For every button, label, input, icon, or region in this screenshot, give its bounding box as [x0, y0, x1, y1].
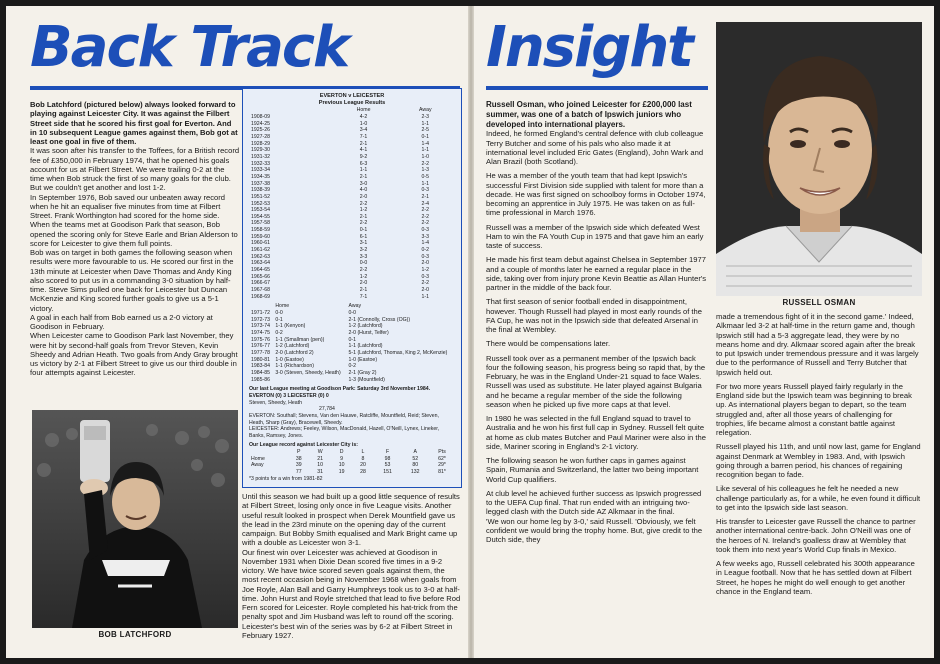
back-track-para: A goal in each half from Bob earned us a 2-0 victory at Goodison in February.: [30, 312, 213, 331]
back-track-intro: Bob Latchford (pictured below) always looked forward to playing against Leicester City. It was against the Filbert Street side that he scored his first goal for Everton. And in 10 subsequent League games against them, Bob got at least one goal in five of them.: [30, 100, 238, 146]
table-cell: 2-1: [359, 213, 368, 220]
table-cell: 2-1: [359, 287, 368, 294]
insight-para: Russell played his 11th, and until now last, game for England against Denmark at Wembley in 1983. And, with Ipswich going through a barren period, his chances of regaining recognition began to fade.: [716, 442, 921, 479]
back-track-para: When the teams met at Goodison Park that season, Bob opened the scoring only for Steve Earle and Brian Alderson to score for Leicester to give them full points.: [30, 220, 238, 248]
insight-column-2: [716, 312, 922, 656]
table-row: [249, 181, 455, 188]
insight-para: His transfer to Leicester gave Russell the chance to partner another international centre-back. John O'Neill was one of the heroes of N. Ireland's goalless draw at Wembley that took them into next year's World Cup finals in Mexico.: [716, 517, 916, 554]
table-cell: 1971-72: [251, 310, 271, 316]
table-cell: 10: [317, 462, 324, 469]
table-cell: 39: [295, 462, 302, 469]
seasons-results-table: [249, 107, 455, 300]
table-cell: 5-1 (Latchford, Thomas, King 2, McKenzie): [348, 349, 448, 356]
table-cell: 21: [317, 455, 324, 462]
table-cell: 1961-62: [251, 247, 271, 254]
table-cell: 2-0: [421, 287, 429, 294]
table-cell: 3-3: [421, 233, 429, 240]
table-cell: 1952-53: [251, 200, 271, 207]
table-cell: 1938-39: [251, 187, 271, 194]
back-track-para: Our finest win over Leicester was achieved at Goodison in November 1931 when Dixie Dean scored five times in a 9-2 victory. We have twice scored seven goals against them, the most recent occasion being in November 1968 when goals from Joe Royle, Alan Ball and Garry Humphreys took us to 3-0 at half-time. John Hurst and Royle stretched that lead to five before Rod Fern scored for Leicester. Royle completed his hat-trick from the penalty spot and Jim Husband was left to round off the scoring.: [242, 547, 461, 622]
table-cell: 1-0 (Eastoe): [348, 356, 378, 363]
results-stats-box: [242, 88, 462, 488]
everton-lineup: EVERTON: Southall; Stevens, Van den Hauwe, Ratcliffe, Mountfield, Reid; Steven, Heath, Sharp (Gray), Bracewell, Sheedy.: [249, 412, 439, 426]
table-cell: 1959-60: [251, 233, 271, 240]
table-cell: 1960-61: [251, 240, 271, 247]
table-cell: 1968-69: [251, 293, 271, 300]
table-cell: 10: [338, 462, 345, 469]
back-track-para: Bob was on target in both games the following season when results were more favourable to us. He scored our first in the 13th minute at Leicester when Dave Thomas and Andy King also scored to put us in a commanding 3-0 situation by half-time. Steve Sims pulled one back for Leicester but Duncan McKenzie and King scored further goals to give us a 5-1 victory.: [30, 248, 234, 313]
table-row: [249, 220, 455, 227]
table-cell: 2-2: [359, 200, 368, 207]
insight-para: For two more years Russell played fairly regularly in the England side but the Ipswich team was beginning to break up. As international players began to depart, so the team struggled and, after all those years of challenging for trophies, life became almost a constant battle against relegation.: [716, 381, 912, 437]
table-cell: 2-5: [421, 127, 429, 134]
table-cell: 1933-34: [251, 167, 271, 174]
table-row: [249, 294, 455, 301]
table-cell: 4-1: [359, 147, 368, 154]
table-row: [249, 449, 455, 456]
table-row: [249, 134, 455, 141]
table-cell: 1984-85: [251, 369, 271, 376]
table-cell: 1963-64: [251, 260, 271, 267]
title-rule: [486, 86, 708, 90]
table-cell: 1-2: [359, 207, 368, 214]
table-cell: 0-3: [421, 187, 429, 194]
leicester-lineup: LEICESTER: Andrews; Feeley, Wilson, MacDonald, Hazell, O'Neill, Lynex, Lineker, Banks, Ramsey, Jones.: [249, 426, 440, 439]
table-cell: 1958-59: [251, 227, 271, 234]
table-row: [249, 350, 455, 357]
table-cell: 1-0: [359, 120, 368, 127]
table-row: [249, 254, 455, 261]
page-title-insight: Insight: [486, 15, 692, 80]
league-record-table: [249, 449, 455, 476]
table-row: [249, 267, 455, 274]
table-cell: 4-0: [359, 187, 368, 194]
stats-subheading: Previous League Results: [318, 100, 386, 107]
last-meeting-score: EVERTON (0) 3 LEICESTER (0) 0: [249, 392, 329, 399]
table-cell: 3-0 (Steven, Sheedy, Heath): [275, 369, 341, 376]
table-row: [249, 147, 455, 154]
table-cell: 80: [412, 462, 419, 469]
table-cell: 0-0: [348, 310, 356, 316]
table-cell: 77: [295, 469, 302, 476]
table-cell: 3-0: [359, 180, 368, 187]
table-cell: 98: [384, 455, 391, 462]
table-cell: 1964-65: [251, 267, 271, 274]
table-cell: 1973-74: [251, 323, 271, 330]
insight-para: made a tremendous fight of it in the second game.' Indeed, Alkmaar led 3-2 at half-time in the return game and, though Ipswich still had a 5-3 aggregate lead, they were by no means home and dry. Alkmaar scored again after the break to put Ipswich under tremendous pressure and it was largely due to the performance of Russell and Terry Butcher that Ipswich held out.: [716, 312, 919, 377]
trophy-player-image: [32, 410, 238, 628]
table-cell: [273, 377, 346, 384]
record-title: Our League record against Leicester City is:: [249, 442, 358, 449]
table-cell: 2-0: [359, 280, 368, 287]
record-footnote: *3 points for a win from 1981-82: [249, 475, 323, 482]
table-cell: 2-0 (Hurst, Telfer): [348, 329, 389, 336]
table-cell: 6-3: [359, 160, 368, 167]
table-cell: 1-1 (Kenyon): [275, 323, 306, 330]
table-cell: 1937-38: [251, 180, 271, 187]
back-track-para: Leicester's best win of the series was by 6-2 at Filbert Street in February 1927.: [242, 621, 453, 640]
table-cell: 1965-66: [251, 273, 271, 280]
insight-para: Russell took over as a permanent member of the Ipswich back four the following season, his progress being so rapid that, by the February, he was in the England Under-21 squad to face Wales. Russell was used as substitute. He later played against Bulgaria and he became a regular member of the side the following season when he picked up five more caps at that level.: [486, 353, 706, 409]
table-cell: 1967-68: [251, 287, 271, 294]
table-cell: 0-5: [421, 173, 429, 180]
table-cell: 2-2: [359, 267, 368, 274]
insight-para: Russell was a member of the Ipswich side which defeated West Ham to win the FA Youth Cup in 1975 and that gave him an early taste of success.: [486, 222, 704, 250]
table-row: [249, 201, 455, 208]
table-row: [249, 141, 455, 148]
table-cell: 0-2: [421, 247, 429, 254]
table-row: [249, 274, 455, 281]
table-row: [249, 127, 455, 134]
table-cell: 52: [412, 455, 419, 462]
table-row: [249, 207, 455, 214]
table-cell: 9-2: [359, 153, 368, 160]
table-row: [249, 317, 455, 324]
table-cell: 1980-81: [251, 356, 271, 363]
table-row: [249, 287, 455, 294]
last-meeting-scorers: Steven, Sheedy, Heath: [249, 399, 302, 406]
insight-para: He made his first team debut against Chelsea in September 1977 and a couple of months later he earned a regular place in the side, taking over from injury prone Kevin Beattie as Allan Hunter's partner in the middle of the back four.: [486, 255, 707, 292]
table-cell: 2-2: [421, 160, 429, 167]
table-cell: 1-1: [421, 147, 429, 154]
recent-results-table: [249, 303, 455, 383]
table-cell: 2-4: [421, 200, 429, 207]
table-cell: 1-2: [359, 273, 368, 280]
last-meeting-title: Our last League meeting at Goodison Park: Saturday 3rd November 1984.: [249, 386, 431, 393]
table-cell: 1924-25: [251, 120, 271, 127]
table-cell: 1957-58: [251, 220, 271, 227]
table-cell: 19: [338, 469, 345, 476]
table-cell: 1977-78: [251, 349, 271, 356]
table-cell: 1962-63: [251, 253, 271, 260]
column-header-away: Away: [348, 303, 362, 310]
table-cell: 1975-76: [251, 336, 271, 343]
table-cell: 1-1 (Smallman (pen)): [275, 336, 325, 343]
table-cell: 81*: [438, 469, 446, 476]
column-header-home: Home: [275, 303, 290, 310]
table-cell: 53: [384, 462, 391, 469]
table-row: [249, 167, 455, 174]
insight-column-1: [486, 100, 708, 656]
table-cell: 1976-77: [251, 343, 271, 350]
table-cell: 1-2: [421, 267, 429, 274]
table-cell: 2-2: [421, 213, 429, 220]
table-cell: 3-2: [359, 247, 368, 254]
table-cell: 1925-26: [251, 127, 271, 134]
insight-para: There would be compensations later.: [486, 339, 611, 349]
table-cell: 3-4: [359, 127, 368, 134]
column-header-home: Home: [356, 107, 371, 114]
table-header-row: [249, 303, 455, 310]
portrait-image: [716, 22, 922, 296]
table-row: [249, 343, 455, 350]
table-cell: F: [385, 449, 390, 456]
table-row: [249, 456, 455, 463]
table-cell: 151: [383, 469, 392, 476]
table-cell: 7-1: [359, 133, 368, 140]
table-cell: 1934-35: [251, 173, 271, 180]
table-row: [249, 227, 455, 234]
table-cell: 2-1: [421, 193, 429, 200]
table-cell: 1-1 (Latchford): [348, 343, 383, 350]
table-cell: 1-1 (Richardson): [275, 363, 314, 370]
table-row: [249, 260, 455, 267]
table-cell: 7-1: [359, 293, 368, 300]
insight-para: Indeed, he formed England's central defence with club colleague Terry Butcher and some of his pals who also made it at international level included Eric Gates (England), John Wark and Alan Brazil (both Scotland).: [486, 129, 704, 166]
table-cell: 1985-86: [251, 376, 271, 383]
table-cell: 1-3 (Mountfield): [348, 376, 385, 383]
table-row: [249, 240, 455, 247]
table-cell: 2-0: [359, 193, 368, 200]
table-cell: 2-1 (Connolly, Cross (OG)): [348, 316, 411, 323]
table-cell: 1931-32: [251, 153, 271, 160]
table-cell: 4-2: [359, 113, 368, 120]
table-cell: 0-3: [421, 253, 429, 260]
table-cell: L: [361, 449, 365, 456]
table-cell: 2-2: [359, 220, 368, 227]
table-cell: 62*: [438, 455, 446, 462]
table-cell: 2-1 (Gray 2): [348, 369, 377, 376]
table-cell: 31: [317, 469, 324, 476]
table-cell: P: [297, 449, 301, 456]
table-cell: 0-1: [348, 336, 356, 343]
insight-para: That first season of senior football ended in disappointment, however. Though Russell had played in most early rounds of the FA Cup, he was not in the Ipswich side that defeated Arsenal in the final at Wembley.: [486, 297, 702, 334]
table-cell: [249, 469, 288, 476]
table-row: [249, 330, 455, 337]
table-cell: Away: [251, 462, 264, 469]
table-cell: 1-3: [421, 167, 429, 174]
table-cell: 1932-33: [251, 160, 271, 167]
table-cell: 1-4: [421, 240, 429, 247]
table-cell: 132: [410, 469, 420, 476]
table-row: [249, 187, 455, 194]
back-track-para: Until this season we had built up a good little sequence of results at Filbert Street, losing only once in five League visits. Another useful result looked in prospect when Derek Mountfield gave us the lead in the 23rd minute on the opening day of the current campaign. But Bobby Smith equalised and Mark Bright came up with a double as Leicester won 3-1.: [242, 492, 460, 548]
page-title-back-track: Back Track: [30, 15, 349, 80]
magazine-spread: [6, 6, 934, 658]
table-cell: Home: [251, 455, 265, 462]
table-cell: 1928-29: [251, 140, 271, 147]
table-row: [249, 363, 455, 370]
russell-osman-photo: [716, 22, 922, 296]
table-cell: 1-1: [421, 120, 429, 127]
stats-heading: EVERTON v LEICESTER: [319, 93, 385, 99]
table-row: [249, 194, 455, 201]
table-row: [249, 469, 455, 476]
last-meeting-attendance: 27,784: [319, 406, 335, 413]
table-cell: 9: [340, 455, 344, 462]
table-cell: 1927-28: [251, 133, 271, 140]
table-cell: 20: [360, 462, 366, 469]
table-cell: 1951-52: [251, 193, 271, 200]
table-row: [249, 280, 455, 287]
insight-para: 'We won our home leg by 3-0,' said Russell. 'Obviously, we felt confident we would bring the trophy home. But, give credit to the Dutch side, they: [486, 516, 703, 544]
table-row: [249, 234, 455, 241]
table-row: [249, 323, 455, 330]
table-cell: 2-2: [421, 220, 429, 227]
table-cell: 0-1: [421, 133, 429, 140]
table-cell: 0-1: [359, 227, 368, 234]
insight-para: He was a member of the youth team that had kept Ipswich's successful First Division side supplied with talent for more than a decade. He was first signed on schoolboy forms in October 1974, becoming an apprentice in July 1975. He was taken on as full-time professional in March 1976.: [486, 171, 706, 218]
table-cell: 1908-09: [251, 113, 271, 120]
table-row: [249, 337, 455, 344]
back-track-page: [6, 6, 470, 658]
table-cell: 1972-73: [251, 316, 271, 323]
table-cell: 0-2: [348, 363, 356, 370]
table-row: [249, 247, 455, 254]
table-cell: 6-1: [359, 233, 368, 240]
table-cell: 1-2 (Latchford): [275, 343, 310, 350]
table-cell: 1954-55: [251, 213, 271, 220]
table-cell: 3-1: [359, 240, 368, 247]
table-cell: 2-2: [421, 280, 429, 287]
insight-para: Like several of his colleagues he felt he needed a new challenge particularly as, for a while, he even found it difficult to get into the Ipswich side last season.: [716, 484, 921, 512]
table-cell: 2-0: [421, 260, 429, 267]
table-cell: 0-0: [275, 310, 283, 316]
table-cell: 1974-75: [251, 329, 271, 336]
table-cell: 1-0 (Eastoe): [275, 356, 304, 363]
table-row: [249, 377, 455, 384]
table-row: [249, 310, 455, 317]
table-row: [249, 370, 455, 377]
table-cell: 1-1: [421, 293, 429, 300]
table-cell: 3-3: [359, 253, 368, 260]
photo-caption-russell-osman: RUSSELL OSMAN: [782, 298, 856, 307]
table-row: [249, 161, 455, 168]
table-header-row: [249, 107, 455, 114]
bob-latchford-photo: [32, 410, 238, 628]
table-row: [249, 174, 455, 181]
photo-caption-bob-latchford: BOB LATCHFORD: [98, 630, 172, 639]
back-track-para: When Leicester came to Goodison Park last November, they were hit by second-half goals from Trevor Steven, Kevin Sheedy and Adrian Heath. Two goals from Andy Gray brought us victory by 2-1 at Filbert Street to give us our third double in four attempts against Leicester.: [30, 331, 238, 378]
insight-page: [472, 6, 934, 658]
table-cell: [249, 449, 288, 456]
table-cell: 0-3: [421, 227, 429, 234]
table-cell: 28: [360, 469, 366, 476]
table-cell: 1-1: [421, 180, 429, 187]
table-cell: W: [317, 449, 323, 456]
table-cell: 2-1: [359, 140, 368, 147]
table-cell: 1953-54: [251, 207, 271, 214]
table-cell: 1966-67: [251, 280, 271, 287]
table-cell: 29*: [438, 462, 446, 469]
insight-para: In 1980 he was selected in the full England squad to travel to Australia and he won his first full cap in Sydney. Russell felt quite at home as club mates Butcher and Paul Mariner were also in the side, Mariner scoring in England's 2-1 victory.: [486, 414, 706, 451]
table-cell: 38: [295, 455, 302, 462]
table-cell: 0-0: [359, 260, 368, 267]
table-row: [249, 462, 455, 469]
table-cell: 1-1: [359, 167, 368, 174]
insight-para: At club level he achieved further success as Ipswich progressed to the UEFA Cup final. That run ended with an intriguing two-legged clash with the Dutch side AZ Alkmaar in the final.: [486, 488, 702, 517]
table-cell: D: [339, 449, 344, 456]
table-row: [249, 154, 455, 161]
table-cell: Pts: [438, 449, 446, 456]
table-cell: A: [413, 449, 417, 456]
table-cell: 1-2 (Latchford): [348, 323, 383, 330]
table-row: [249, 121, 455, 128]
insight-intro: Russell Osman, who joined Leicester for £200,000 last summer, was one of a batch of Ipswich juniors who developed into international players.: [486, 100, 692, 129]
table-row: [249, 214, 455, 221]
table-cell: 0-1: [275, 316, 283, 323]
table-cell: 1983-84: [251, 363, 271, 370]
table-cell: 2-1: [359, 173, 368, 180]
back-track-column-2: [242, 492, 462, 658]
table-cell: 1-4: [421, 140, 429, 147]
table-row: [249, 357, 455, 364]
table-cell: 1929-30: [251, 147, 271, 154]
table-cell: 0-2: [275, 329, 283, 336]
back-track-para: It was soon after his transfer to the Toffees, for a British record fee of £350,000 in February 1974, that he opened his goals account for us at Filbert Street. We were trailing 0-2 at the time when Bob struck the first of so many goals for the club. But we couldn't get another and lost 1-2.: [30, 146, 240, 193]
table-cell: 2-3: [421, 113, 429, 120]
column-header-away: Away: [418, 107, 432, 114]
insight-para: A few weeks ago, Russell celebrated his 300th appearance in League football. Now that he has settled down at Filbert Street, he hopes he might do well enough to get another chance in the England team.: [716, 559, 915, 596]
table-cell: 8: [361, 455, 365, 462]
table-cell: 2-2: [421, 207, 429, 214]
table-cell: 1-0: [421, 153, 429, 160]
back-track-para: In September 1976, Bob saved our unbeaten away record when he hit an equaliser five minutes from time at Filbert Street. Frank Worthington had scored for the home side.: [30, 192, 226, 220]
table-cell: 2-0 (Latchford 2): [275, 349, 314, 356]
back-track-column-1: [30, 100, 240, 410]
table-row: [249, 114, 455, 121]
insight-para: The following season he won further caps in games against Spain, Rumania and Switzerland, the latter two being important World Cup qualifiers.: [486, 456, 699, 484]
table-cell: 0-3: [421, 273, 429, 280]
